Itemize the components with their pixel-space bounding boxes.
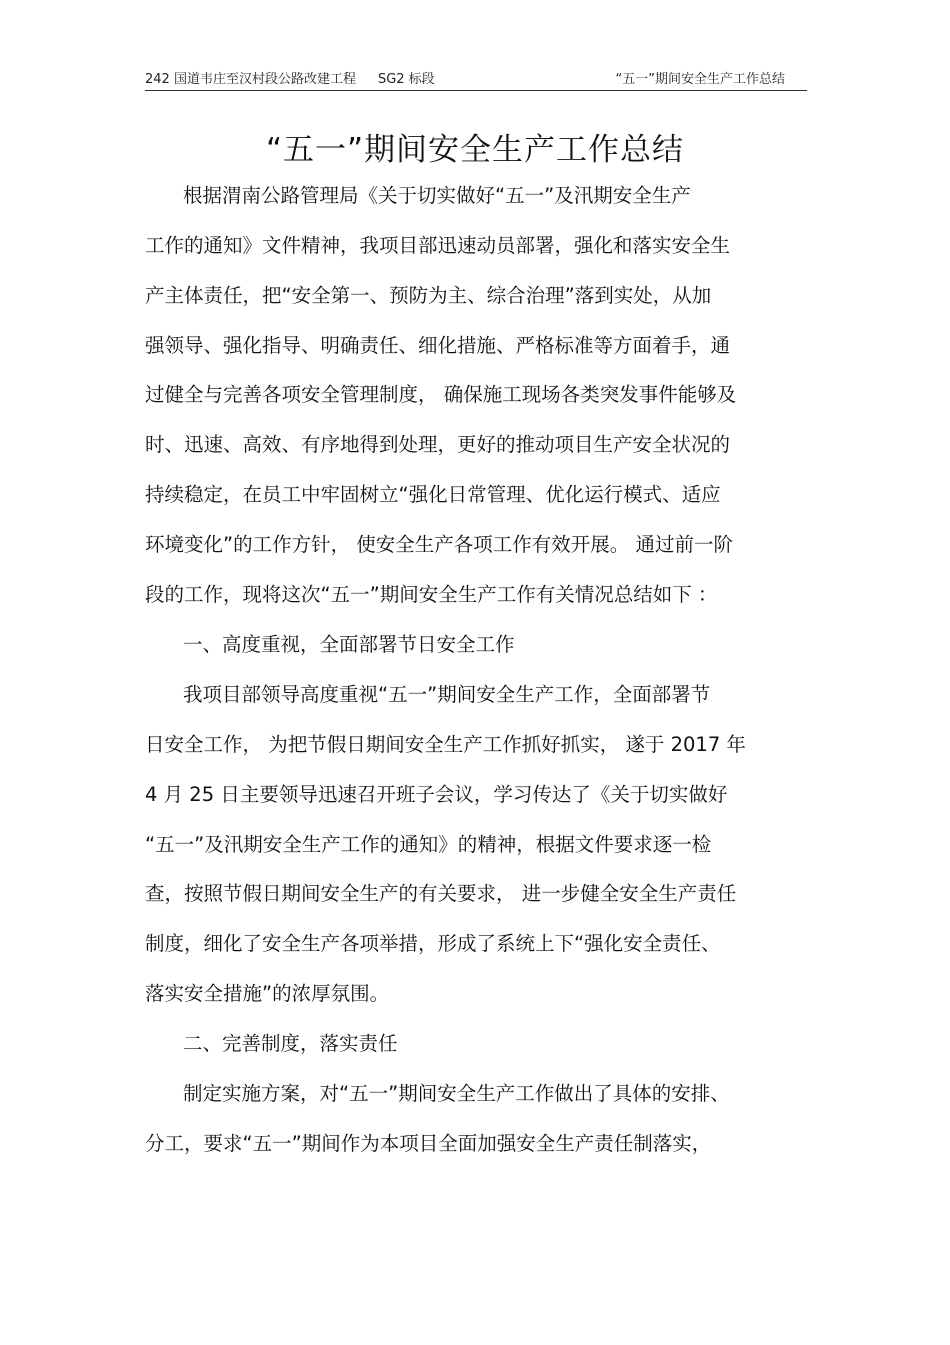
paragraph-line: 工作的通知》文件精神，我项目部迅速动员部署，强化和落实安全生 xyxy=(145,234,731,257)
paragraph-line: 查，按照节假日期间安全生产的有关要求， 进一步健全安全生产责任 xyxy=(145,882,737,905)
paragraph-line: “五一”及汛期安全生产工作的通知》的精神，根据文件要求逐一检 xyxy=(145,833,712,856)
section-heading: 一、高度重视，全面部署节日安全工作 xyxy=(183,633,515,656)
paragraph-line: 环境变化”的工作方针， 使安全生产各项工作有效开展。 通过前一阶 xyxy=(145,533,733,556)
paragraph-line: 我项目部领导高度重视“五一”期间安全生产工作，全面部署节 xyxy=(183,683,711,706)
paragraph-line: 段的工作，现将这次“五一”期间安全生产工作有关情况总结如下 ： xyxy=(145,583,718,606)
paragraph-line: 分工，要求“五一”期间作为本项目全面加强安全生产责任制落实， xyxy=(145,1132,712,1155)
header-left xyxy=(145,68,435,87)
header-project: 242 国道韦庄至汉村段公路改建工程 xyxy=(145,72,356,87)
document-title: “五一”期间安全生产工作总结 xyxy=(265,132,685,168)
paragraph-line: 产主体责任，把“安全第一、预防为主、综合治理”落到实处，从加 xyxy=(145,284,712,307)
paragraph-line: 制度，细化了安全生产各项举措，形成了系统上下“强化安全责任、 xyxy=(145,932,721,955)
paragraph-line: 制定实施方案，对“五一”期间安全生产工作做出了具体的安排、 xyxy=(183,1082,730,1105)
paragraph-line: 时、迅速、高效、有序地得到处理，更好的推动项目生产安全状况的 xyxy=(145,433,731,456)
paragraph-line: 根据渭南公路管理局《关于切实做好“五一”及汛期安全生产 xyxy=(183,184,691,207)
paragraph-line: 强领导、强化指导、明确责任、细化措施、严格标准等方面着手，通 xyxy=(145,334,731,357)
page-header xyxy=(145,68,807,91)
header-doc-title: “五一”期间安全生产工作总结 xyxy=(615,72,785,87)
paragraph-line: 过健全与完善各项安全管理制度， 确保施工现场各类突发事件能够及 xyxy=(145,383,737,406)
paragraph-line: 持续稳定，在员工中牢固树立“强化日常管理、优化运行模式、适应 xyxy=(145,483,721,506)
header-section: SG2 标段 xyxy=(377,72,435,87)
paragraph-line: 日安全工作， 为把节假日期间安全生产工作抓好抓实， 遂于 2017 年 xyxy=(145,733,746,756)
section-heading: 二、完善制度，落实责任 xyxy=(183,1032,398,1055)
paragraph-line: 落实安全措施”的浓厚氛围。 xyxy=(145,982,390,1005)
paragraph-line: 4 月 25 日主要领导迅速召开班子会议，学习传达了《关于切实做好 xyxy=(145,783,728,806)
